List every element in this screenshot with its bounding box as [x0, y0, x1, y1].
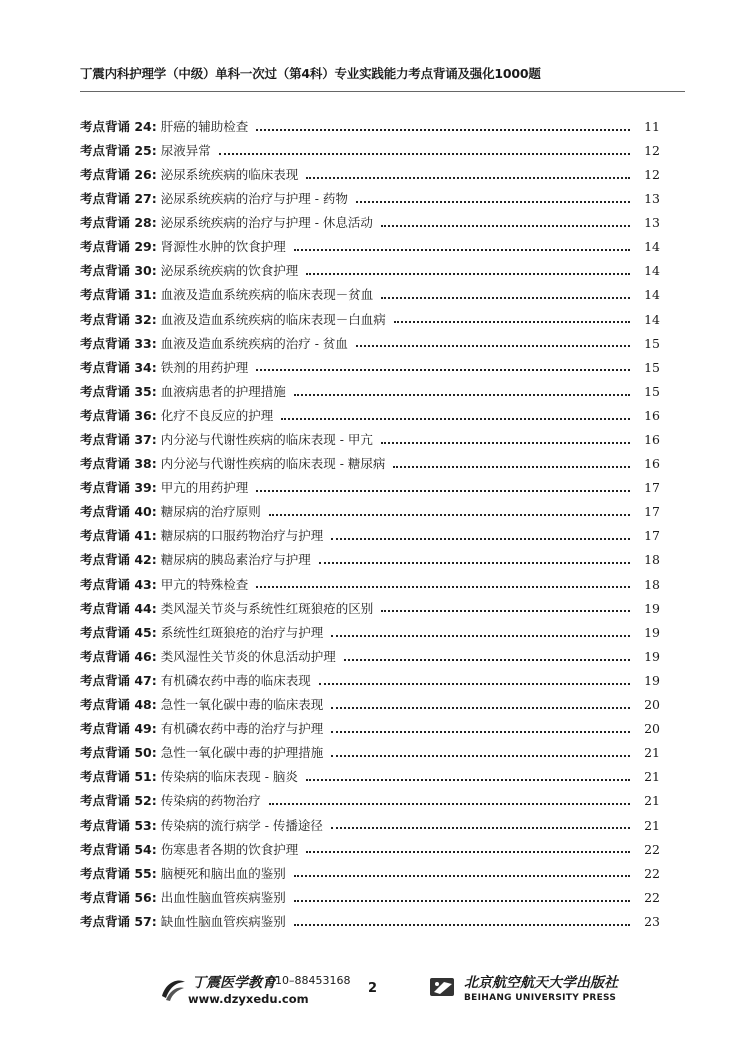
- toc-leader-dots: [331, 634, 630, 637]
- toc-entry-page: 18: [644, 576, 660, 592]
- toc-entry-page: 22: [644, 841, 660, 857]
- toc-entry: [80, 501, 660, 525]
- toc-leader-dots: [294, 248, 630, 251]
- toc-entry-key: 考点背诵 35:: [80, 383, 157, 399]
- toc-entry-page: 21: [644, 817, 660, 833]
- toc-entry-title: 甲亢的用药护理: [160, 480, 249, 496]
- toc-entry-title: 类风湿关节炎与系统性红斑狼疮的区别: [160, 600, 374, 616]
- toc-entry: [80, 645, 660, 669]
- toc-entry: [80, 115, 660, 139]
- toc-entry: [80, 139, 660, 163]
- toc-entry-key: 考点背诵 40:: [80, 504, 157, 520]
- toc-entry: [80, 235, 660, 259]
- toc-entry-key: 考点背诵 44:: [80, 600, 157, 616]
- toc-entry-title: 尿液异常: [160, 142, 211, 158]
- toc-entry-title: 有机磷农药中毒的治疗与护理: [160, 721, 324, 737]
- toc-entry-title: 血液及造血系统疾病的临床表现－贫血: [160, 287, 374, 303]
- toc-entry: [80, 308, 660, 332]
- toc-entry-title: 传染病的流行病学 - 传播途径: [160, 817, 323, 833]
- toc-leader-dots: [331, 754, 630, 757]
- toc-entry: [80, 766, 660, 790]
- toc-entry-key: 考点背诵 28:: [80, 215, 157, 231]
- toc-entry-key: 考点背诵 54:: [80, 841, 157, 857]
- university-press-logo-icon: [428, 972, 458, 1002]
- toc-entry: [80, 814, 660, 838]
- toc-leader-dots: [294, 923, 630, 926]
- toc-entry: [80, 717, 660, 741]
- toc-entry-key: 考点背诵 50:: [80, 745, 157, 761]
- toc-entry-page: 14: [644, 311, 660, 327]
- page-footer: [0, 968, 750, 1018]
- toc-entry-title: 类风湿性关节炎的休息活动护理: [160, 648, 336, 664]
- toc-leader-dots: [331, 826, 630, 829]
- toc-entry-key: 考点背诵 51:: [80, 769, 157, 785]
- toc-entry: [80, 910, 660, 934]
- toc-entry-key: 考点背诵 46:: [80, 648, 157, 664]
- toc-entry-title: 内分泌与代谢性疾病的临床表现 - 甲亢: [160, 432, 373, 448]
- toc-entry: [80, 452, 660, 476]
- toc-leader-dots: [356, 200, 630, 203]
- toc-leader-dots: [331, 537, 630, 540]
- toc-leader-dots: [294, 899, 630, 902]
- toc-leader-dots: [319, 682, 630, 685]
- toc-entry-page: 13: [644, 215, 660, 231]
- toc-entry-key: 考点背诵 43:: [80, 576, 157, 592]
- toc-leader-dots: [381, 224, 630, 227]
- toc-entry-title: 急性一氧化碳中毒的临床表现: [160, 697, 324, 713]
- toc-entry-page: 18: [644, 552, 660, 568]
- toc-entry-key: 考点背诵 30:: [80, 263, 157, 279]
- toc-entry-page: 15: [644, 359, 660, 375]
- right-brand-name: 北京航空航天大学出版社: [464, 975, 618, 991]
- toc-entry-page: 17: [644, 480, 660, 496]
- toc-leader-dots: [256, 128, 630, 131]
- publisher-logo-icon: [158, 974, 188, 1004]
- toc-entry: [80, 741, 660, 765]
- toc-entry-key: 考点背诵 49:: [80, 721, 157, 737]
- toc-entry-page: 21: [644, 745, 660, 761]
- toc-entry-key: 考点背诵 27:: [80, 191, 157, 207]
- toc-entry-page: 21: [644, 793, 660, 809]
- toc-leader-dots: [294, 874, 630, 877]
- toc-entry-key: 考点背诵 34:: [80, 359, 157, 375]
- toc-entry: [80, 597, 660, 621]
- toc-entry: [80, 838, 660, 862]
- toc-entry-page: 16: [644, 456, 660, 472]
- toc-entry-key: 考点背诵 47:: [80, 672, 157, 688]
- toc-entry: [80, 187, 660, 211]
- toc-entry-title: 有机磷农药中毒的临床表现: [160, 672, 311, 688]
- toc-entry-title: 肝癌的辅助检查: [160, 118, 249, 134]
- toc-entry-page: 14: [644, 239, 660, 255]
- toc-entry-key: 考点背诵 48:: [80, 697, 157, 713]
- toc-entry: [80, 621, 660, 645]
- toc-leader-dots: [256, 585, 630, 588]
- table-of-contents: [80, 115, 660, 934]
- toc-entry: [80, 404, 660, 428]
- toc-entry-key: 考点背诵 31:: [80, 287, 157, 303]
- toc-entry-title: 化疗不良反应的护理: [160, 407, 274, 423]
- toc-leader-dots: [294, 393, 630, 396]
- toc-entry: [80, 284, 660, 308]
- toc-entry-page: 12: [644, 142, 660, 158]
- toc-entry-title: 泌尿系统疾病的临床表现: [160, 166, 299, 182]
- toc-entry-title: 伤寒患者各期的饮食护理: [160, 841, 299, 857]
- toc-entry: [80, 525, 660, 549]
- toc-entry-key: 考点背诵 37:: [80, 432, 157, 448]
- toc-entry-page: 20: [644, 721, 660, 737]
- toc-leader-dots: [331, 730, 630, 733]
- toc-entry-title: 传染病的药物治疗: [160, 793, 261, 809]
- toc-entry-key: 考点背诵 33:: [80, 335, 157, 351]
- toc-entry-key: 考点背诵 39:: [80, 480, 157, 496]
- toc-entry-title: 缺血性脑血管疾病鉴别: [160, 913, 286, 929]
- toc-leader-dots: [219, 152, 630, 155]
- toc-entry-page: 19: [644, 648, 660, 664]
- toc-leader-dots: [281, 417, 630, 420]
- left-phone: 010–88453168: [268, 974, 351, 987]
- toc-entry-title: 脑梗死和脑出血的鉴别: [160, 865, 286, 881]
- toc-entry-title: 肾源性水肿的饮食护理: [160, 239, 286, 255]
- toc-entry-title: 糖尿病的治疗原则: [160, 504, 261, 520]
- toc-entry: [80, 260, 660, 284]
- toc-leader-dots: [381, 441, 630, 444]
- toc-entry-page: 21: [644, 769, 660, 785]
- toc-entry-key: 考点背诵 55:: [80, 865, 157, 881]
- toc-entry-title: 系统性红斑狼疮的治疗与护理: [160, 624, 324, 640]
- toc-entry-page: 15: [644, 383, 660, 399]
- toc-entry: [80, 549, 660, 573]
- toc-entry-title: 血液及造血系统疾病的临床表现－白血病: [160, 311, 386, 327]
- toc-leader-dots: [356, 344, 630, 347]
- toc-entry-title: 泌尿系统疾病的治疗与护理 - 药物: [160, 191, 348, 207]
- toc-entry-page: 17: [644, 504, 660, 520]
- right-press-name: BEIHANG UNIVERSITY PRESS: [464, 993, 617, 1003]
- toc-entry-page: 15: [644, 335, 660, 351]
- toc-entry-title: 内分泌与代谢性疾病的临床表现 - 糖尿病: [160, 456, 386, 472]
- toc-entry-key: 考点背诵 25:: [80, 142, 157, 158]
- toc-leader-dots: [256, 368, 630, 371]
- toc-entry-key: 考点背诵 24:: [80, 118, 157, 134]
- toc-entry-title: 糖尿病的口服药物治疗与护理: [160, 528, 324, 544]
- toc-entry: [80, 428, 660, 452]
- toc-entry-title: 糖尿病的胰岛素治疗与护理: [160, 552, 311, 568]
- toc-leader-dots: [394, 320, 630, 323]
- toc-leader-dots: [269, 513, 630, 516]
- toc-entry-page: 16: [644, 432, 660, 448]
- toc-entry-page: 14: [644, 263, 660, 279]
- toc-entry-key: 考点背诵 45:: [80, 624, 157, 640]
- toc-entry-page: 13: [644, 191, 660, 207]
- toc-entry-page: 16: [644, 407, 660, 423]
- toc-leader-dots: [381, 296, 630, 299]
- toc-entry-title: 急性一氧化碳中毒的护理措施: [160, 745, 324, 761]
- toc-entry-key: 考点背诵 38:: [80, 456, 157, 472]
- toc-entry-key: 考点背诵 41:: [80, 528, 157, 544]
- toc-entry-title: 泌尿系统疾病的治疗与护理 - 休息活动: [160, 215, 373, 231]
- toc-entry-key: 考点背诵 53:: [80, 817, 157, 833]
- toc-entry-page: 11: [644, 118, 660, 134]
- toc-leader-dots: [393, 465, 630, 468]
- toc-entry-key: 考点背诵 57:: [80, 913, 157, 929]
- toc-entry: [80, 573, 660, 597]
- toc-entry-title: 血液病患者的护理措施: [160, 383, 286, 399]
- toc-leader-dots: [269, 802, 630, 805]
- toc-leader-dots: [306, 176, 630, 179]
- toc-entry-page: 19: [644, 672, 660, 688]
- running-header: 丁震内科护理学（中级）单科一次过（第4科）专业实践能力考点背诵及强化1000题: [80, 66, 541, 81]
- toc-entry: [80, 476, 660, 500]
- toc-leader-dots: [331, 706, 630, 709]
- toc-entry: [80, 669, 660, 693]
- toc-entry-page: 19: [644, 624, 660, 640]
- toc-entry-key: 考点背诵 32:: [80, 311, 157, 327]
- left-website: www.dzyxedu.com: [188, 992, 309, 1006]
- toc-entry-page: 23: [644, 913, 660, 929]
- left-brand-name: 丁震医学教育: [192, 975, 276, 991]
- toc-entry-title: 铁剂的用药护理: [160, 359, 249, 375]
- toc-leader-dots: [306, 850, 630, 853]
- toc-leader-dots: [256, 489, 630, 492]
- toc-entry: [80, 356, 660, 380]
- toc-entry-title: 出血性脑血管疾病鉴别: [160, 889, 286, 905]
- toc-entry: [80, 332, 660, 356]
- toc-entry-key: 考点背诵 26:: [80, 166, 157, 182]
- toc-entry-page: 22: [644, 889, 660, 905]
- toc-entry: [80, 886, 660, 910]
- toc-entry-key: 考点背诵 36:: [80, 407, 157, 423]
- toc-entry: [80, 862, 660, 886]
- toc-entry-key: 考点背诵 42:: [80, 552, 157, 568]
- toc-entry-title: 甲亢的特殊检查: [160, 576, 249, 592]
- toc-entry: [80, 211, 660, 235]
- toc-entry: [80, 693, 660, 717]
- toc-entry-title: 血液及造血系统疾病的治疗 - 贫血: [160, 335, 348, 351]
- toc-leader-dots: [344, 658, 630, 661]
- toc-entry-page: 22: [644, 865, 660, 881]
- toc-entry-title: 传染病的临床表现 - 脑炎: [160, 769, 298, 785]
- toc-leader-dots: [306, 778, 630, 781]
- toc-entry-page: 14: [644, 287, 660, 303]
- toc-entry-key: 考点背诵 52:: [80, 793, 157, 809]
- toc-leader-dots: [319, 561, 630, 564]
- toc-entry-key: 考点背诵 56:: [80, 889, 157, 905]
- toc-entry: [80, 790, 660, 814]
- toc-entry-page: 20: [644, 697, 660, 713]
- toc-leader-dots: [381, 609, 630, 612]
- page-number: 2: [368, 981, 378, 996]
- toc-entry-page: 17: [644, 528, 660, 544]
- toc-leader-dots: [306, 272, 630, 275]
- header-rule: [80, 91, 685, 92]
- toc-entry: [80, 163, 660, 187]
- toc-entry-title: 泌尿系统疾病的饮食护理: [160, 263, 299, 279]
- toc-entry-page: 19: [644, 600, 660, 616]
- toc-entry: [80, 380, 660, 404]
- toc-entry-page: 12: [644, 166, 660, 182]
- toc-entry-key: 考点背诵 29:: [80, 239, 157, 255]
